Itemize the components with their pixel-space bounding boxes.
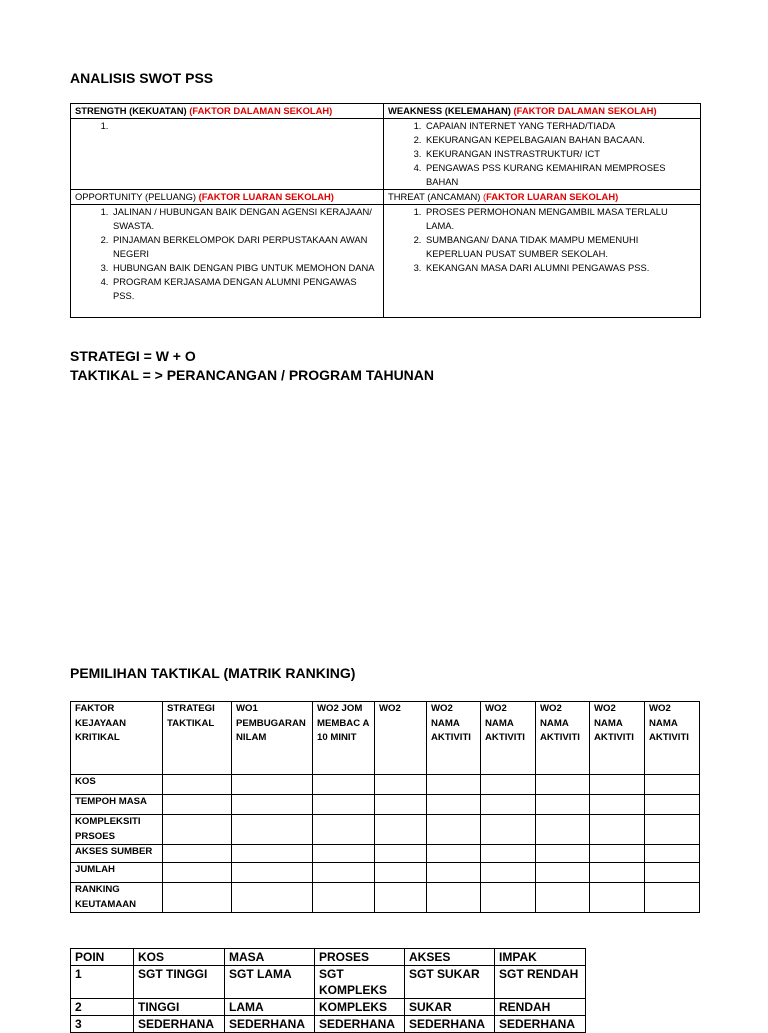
- ranking-matrix: [70, 701, 700, 913]
- points-cell: SGT RENDAH: [495, 966, 586, 999]
- matrix-cell[interactable]: [645, 845, 700, 863]
- matrix-cell[interactable]: [313, 795, 375, 815]
- matrix-cell[interactable]: [232, 815, 313, 845]
- points-header-cell: IMPAK: [495, 949, 586, 966]
- matrix-cell[interactable]: [590, 815, 645, 845]
- matrix-row-label: AKSES SUMBER: [71, 845, 163, 863]
- matrix-cell[interactable]: [481, 775, 536, 795]
- matrix-header-cell: WO1 PEMBUGARAN NILAM: [232, 702, 313, 775]
- matrix-cell[interactable]: [375, 795, 427, 815]
- points-header-cell: PROSES: [315, 949, 405, 966]
- weakness-label: WEAKNESS (KELEMAHAN): [388, 105, 514, 116]
- matrix-header-cell: WO2 NAMA AKTIVITI: [481, 702, 536, 775]
- matrix-cell[interactable]: [590, 775, 645, 795]
- matrix-header-cell: WO2 NAMA AKTIVITI: [536, 702, 590, 775]
- points-table: [70, 948, 586, 1033]
- swot-title: ANALISIS SWOT PSS: [70, 70, 214, 86]
- matrix-cell[interactable]: [481, 795, 536, 815]
- threat-item: 3. KEKANGAN MASA DARI ALUMNI PENGAWAS PSS.: [424, 261, 696, 275]
- threat-header: [384, 190, 701, 205]
- matrix-cell[interactable]: [536, 815, 590, 845]
- matrix-cell[interactable]: [375, 863, 427, 883]
- table-row: [71, 845, 700, 863]
- points-cell: SEDERHANA: [225, 1016, 315, 1033]
- matrix-cell[interactable]: [481, 863, 536, 883]
- points-header-cell: KOS: [134, 949, 225, 966]
- matrix-cell[interactable]: [536, 883, 590, 913]
- matrix-header-cell: WO2 JOM MEMBAC A 10 MINIT: [313, 702, 375, 775]
- points-cell: SEDERHANA: [134, 1016, 225, 1033]
- matrix-cell[interactable]: [375, 775, 427, 795]
- weakness-item: 2. KEKURANGAN KEPELBAGAIAN BAHAN BACAAN.: [424, 133, 696, 147]
- opportunity-cell: [71, 205, 384, 318]
- swot-table: [70, 103, 701, 318]
- matrix-cell[interactable]: [232, 795, 313, 815]
- opportunity-header: [71, 190, 384, 205]
- threat-item: 2. SUMBANGAN/ DANA TIDAK MAMPU MEMENUHI KEPERLUAN PUSAT SUMBER SEKOLAH.: [424, 233, 696, 261]
- matrix-cell[interactable]: [645, 883, 700, 913]
- strength-label: STRENGTH (KEKUATAN): [75, 105, 190, 116]
- matrix-cell[interactable]: [375, 883, 427, 913]
- table-row: [71, 966, 586, 999]
- opportunity-item: 3. HUBUNGAN BAIK DENGAN PIBG UNTUK MEMOHON DANA: [111, 261, 379, 275]
- matrix-row-label: KOS: [71, 775, 163, 795]
- points-cell: SUKAR: [405, 999, 495, 1016]
- matrix-cell[interactable]: [232, 863, 313, 883]
- matrix-cell[interactable]: [427, 863, 481, 883]
- matrix-row-label: JUMLAH: [71, 863, 163, 883]
- matrix-row-label: RANKING KEUTAMAAN: [71, 883, 163, 913]
- matrix-cell[interactable]: [536, 775, 590, 795]
- opportunity-label: OPPORTUNITY (PELUANG): [75, 191, 199, 202]
- weakness-item: 3. KEKURANGAN INSTRASTRUKTUR/ ICT: [424, 147, 696, 161]
- table-row: [71, 863, 700, 883]
- matrix-cell[interactable]: [313, 815, 375, 845]
- matrix-cell[interactable]: [645, 863, 700, 883]
- matrix-cell[interactable]: [375, 845, 427, 863]
- points-cell: SGT LAMA: [225, 966, 315, 999]
- matrix-cell[interactable]: [481, 883, 536, 913]
- matrix-cell[interactable]: [427, 795, 481, 815]
- weakness-header: [384, 104, 701, 119]
- points-cell: SEDERHANA: [405, 1016, 495, 1033]
- points-cell: 1: [71, 966, 134, 999]
- matrix-cell[interactable]: [645, 815, 700, 845]
- matrix-title: PEMILIHAN TAKTIKAL (MATRIK RANKING): [70, 665, 356, 681]
- matrix-cell[interactable]: [536, 863, 590, 883]
- matrix-cell[interactable]: [645, 795, 700, 815]
- tactical-formula: TAKTIKAL = > PERANCANGAN / PROGRAM TAHUNAN: [70, 367, 435, 383]
- weakness-item: 4. PENGAWAS PSS KURANG KEMAHIRAN MEMPROSES BAHAN: [424, 161, 696, 189]
- opportunity-item: 2. PINJAMAN BERKELOMPOK DARI PERPUSTAKAAN AWAN NEGERI: [111, 233, 379, 261]
- matrix-cell[interactable]: [427, 815, 481, 845]
- matrix-cell[interactable]: [590, 795, 645, 815]
- points-cell: 2: [71, 999, 134, 1016]
- table-row: [71, 999, 586, 1016]
- opportunity-item: 1. JALINAN / HUBUNGAN BAIK DENGAN AGENSI KERAJAAN/ SWASTA.: [111, 205, 379, 233]
- matrix-header-cell: WO2 NAMA AKTIVITI: [645, 702, 700, 775]
- weakness-item: 1. CAPAIAN INTERNET YANG TERHAD/TIADA: [424, 119, 696, 133]
- matrix-cell[interactable]: [232, 775, 313, 795]
- matrix-cell[interactable]: [313, 775, 375, 795]
- points-cell: RENDAH: [495, 999, 586, 1016]
- matrix-cell[interactable]: [232, 883, 313, 913]
- matrix-cell[interactable]: [163, 863, 232, 883]
- strategy-formula: STRATEGI = W + O: [70, 348, 196, 364]
- matrix-cell[interactable]: [590, 883, 645, 913]
- matrix-cell[interactable]: [375, 815, 427, 845]
- matrix-header-cell: STRATEGI TAKTIKAL: [163, 702, 232, 775]
- table-row: [71, 775, 700, 795]
- opportunity-item: 4. PROGRAM KERJASAMA DENGAN ALUMNI PENGAWAS PSS.: [111, 275, 379, 303]
- strength-cell: [71, 119, 384, 190]
- points-cell: SGT SUKAR: [405, 966, 495, 999]
- threat-cell: [384, 205, 701, 318]
- threat-label: THREAT (ANCAMAN): [388, 191, 483, 202]
- points-cell: SGT KOMPLEKS: [315, 966, 405, 999]
- matrix-cell[interactable]: [536, 845, 590, 863]
- matrix-cell[interactable]: [163, 795, 232, 815]
- points-header-cell: POIN: [71, 949, 134, 966]
- points-cell: TINGGI: [134, 999, 225, 1016]
- points-cell: SGT TINGGI: [134, 966, 225, 999]
- points-header-cell: MASA: [225, 949, 315, 966]
- threat-item: 1. PROSES PERMOHONAN MENGAMBIL MASA TERLALU LAMA.: [424, 205, 696, 233]
- matrix-row-label: KOMPLEKSITI PRSOES: [71, 815, 163, 845]
- matrix-cell[interactable]: [163, 775, 232, 795]
- opportunity-tag: (FAKTOR LUARAN SEKOLAH): [198, 191, 334, 202]
- points-header-cell: AKSES: [405, 949, 495, 966]
- threat-tag-open: (: [482, 191, 487, 202]
- points-cell: 3: [71, 1016, 134, 1033]
- matrix-cell[interactable]: [427, 845, 481, 863]
- weakness-tag: (FAKTOR DALAMAN SEKOLAH): [513, 105, 657, 116]
- matrix-header-cell: WO2 NAMA AKTIVITI: [590, 702, 645, 775]
- table-row: [71, 883, 700, 913]
- matrix-cell[interactable]: [590, 863, 645, 883]
- matrix-cell[interactable]: [481, 815, 536, 845]
- matrix-cell[interactable]: [536, 795, 590, 815]
- points-cell: SEDERHANA: [495, 1016, 586, 1033]
- table-row: [71, 795, 700, 815]
- matrix-cell[interactable]: [313, 883, 375, 913]
- strength-header: [71, 104, 384, 119]
- matrix-cell[interactable]: [232, 845, 313, 863]
- table-row: [71, 1016, 586, 1033]
- matrix-cell[interactable]: [590, 845, 645, 863]
- strength-tag: (FAKTOR DALAMAN SEKOLAH): [189, 105, 333, 116]
- weakness-cell: [384, 119, 701, 190]
- table-row: [71, 949, 586, 966]
- matrix-cell[interactable]: [313, 845, 375, 863]
- matrix-cell[interactable]: [427, 775, 481, 795]
- points-cell: KOMPLEKS: [315, 999, 405, 1016]
- threat-tag: FAKTOR LUARAN SEKOLAH): [486, 191, 619, 202]
- matrix-cell[interactable]: [163, 845, 232, 863]
- matrix-header-cell: WO2 NAMA AKTIVITI: [427, 702, 481, 775]
- matrix-row-label: TEMPOH MASA: [71, 795, 163, 815]
- matrix-header-cell: FAKTOR KEJAYAAN KRITIKAL: [71, 702, 163, 775]
- matrix-cell[interactable]: [163, 883, 232, 913]
- matrix-cell[interactable]: [645, 775, 700, 795]
- matrix-cell[interactable]: [313, 863, 375, 883]
- table-row: [71, 815, 700, 845]
- matrix-header-cell: WO2: [375, 702, 427, 775]
- points-cell: SEDERHANA: [315, 1016, 405, 1033]
- strength-item: [111, 119, 379, 133]
- points-cell: LAMA: [225, 999, 315, 1016]
- matrix-cell[interactable]: [427, 883, 481, 913]
- matrix-cell[interactable]: [481, 845, 536, 863]
- matrix-cell[interactable]: [163, 815, 232, 845]
